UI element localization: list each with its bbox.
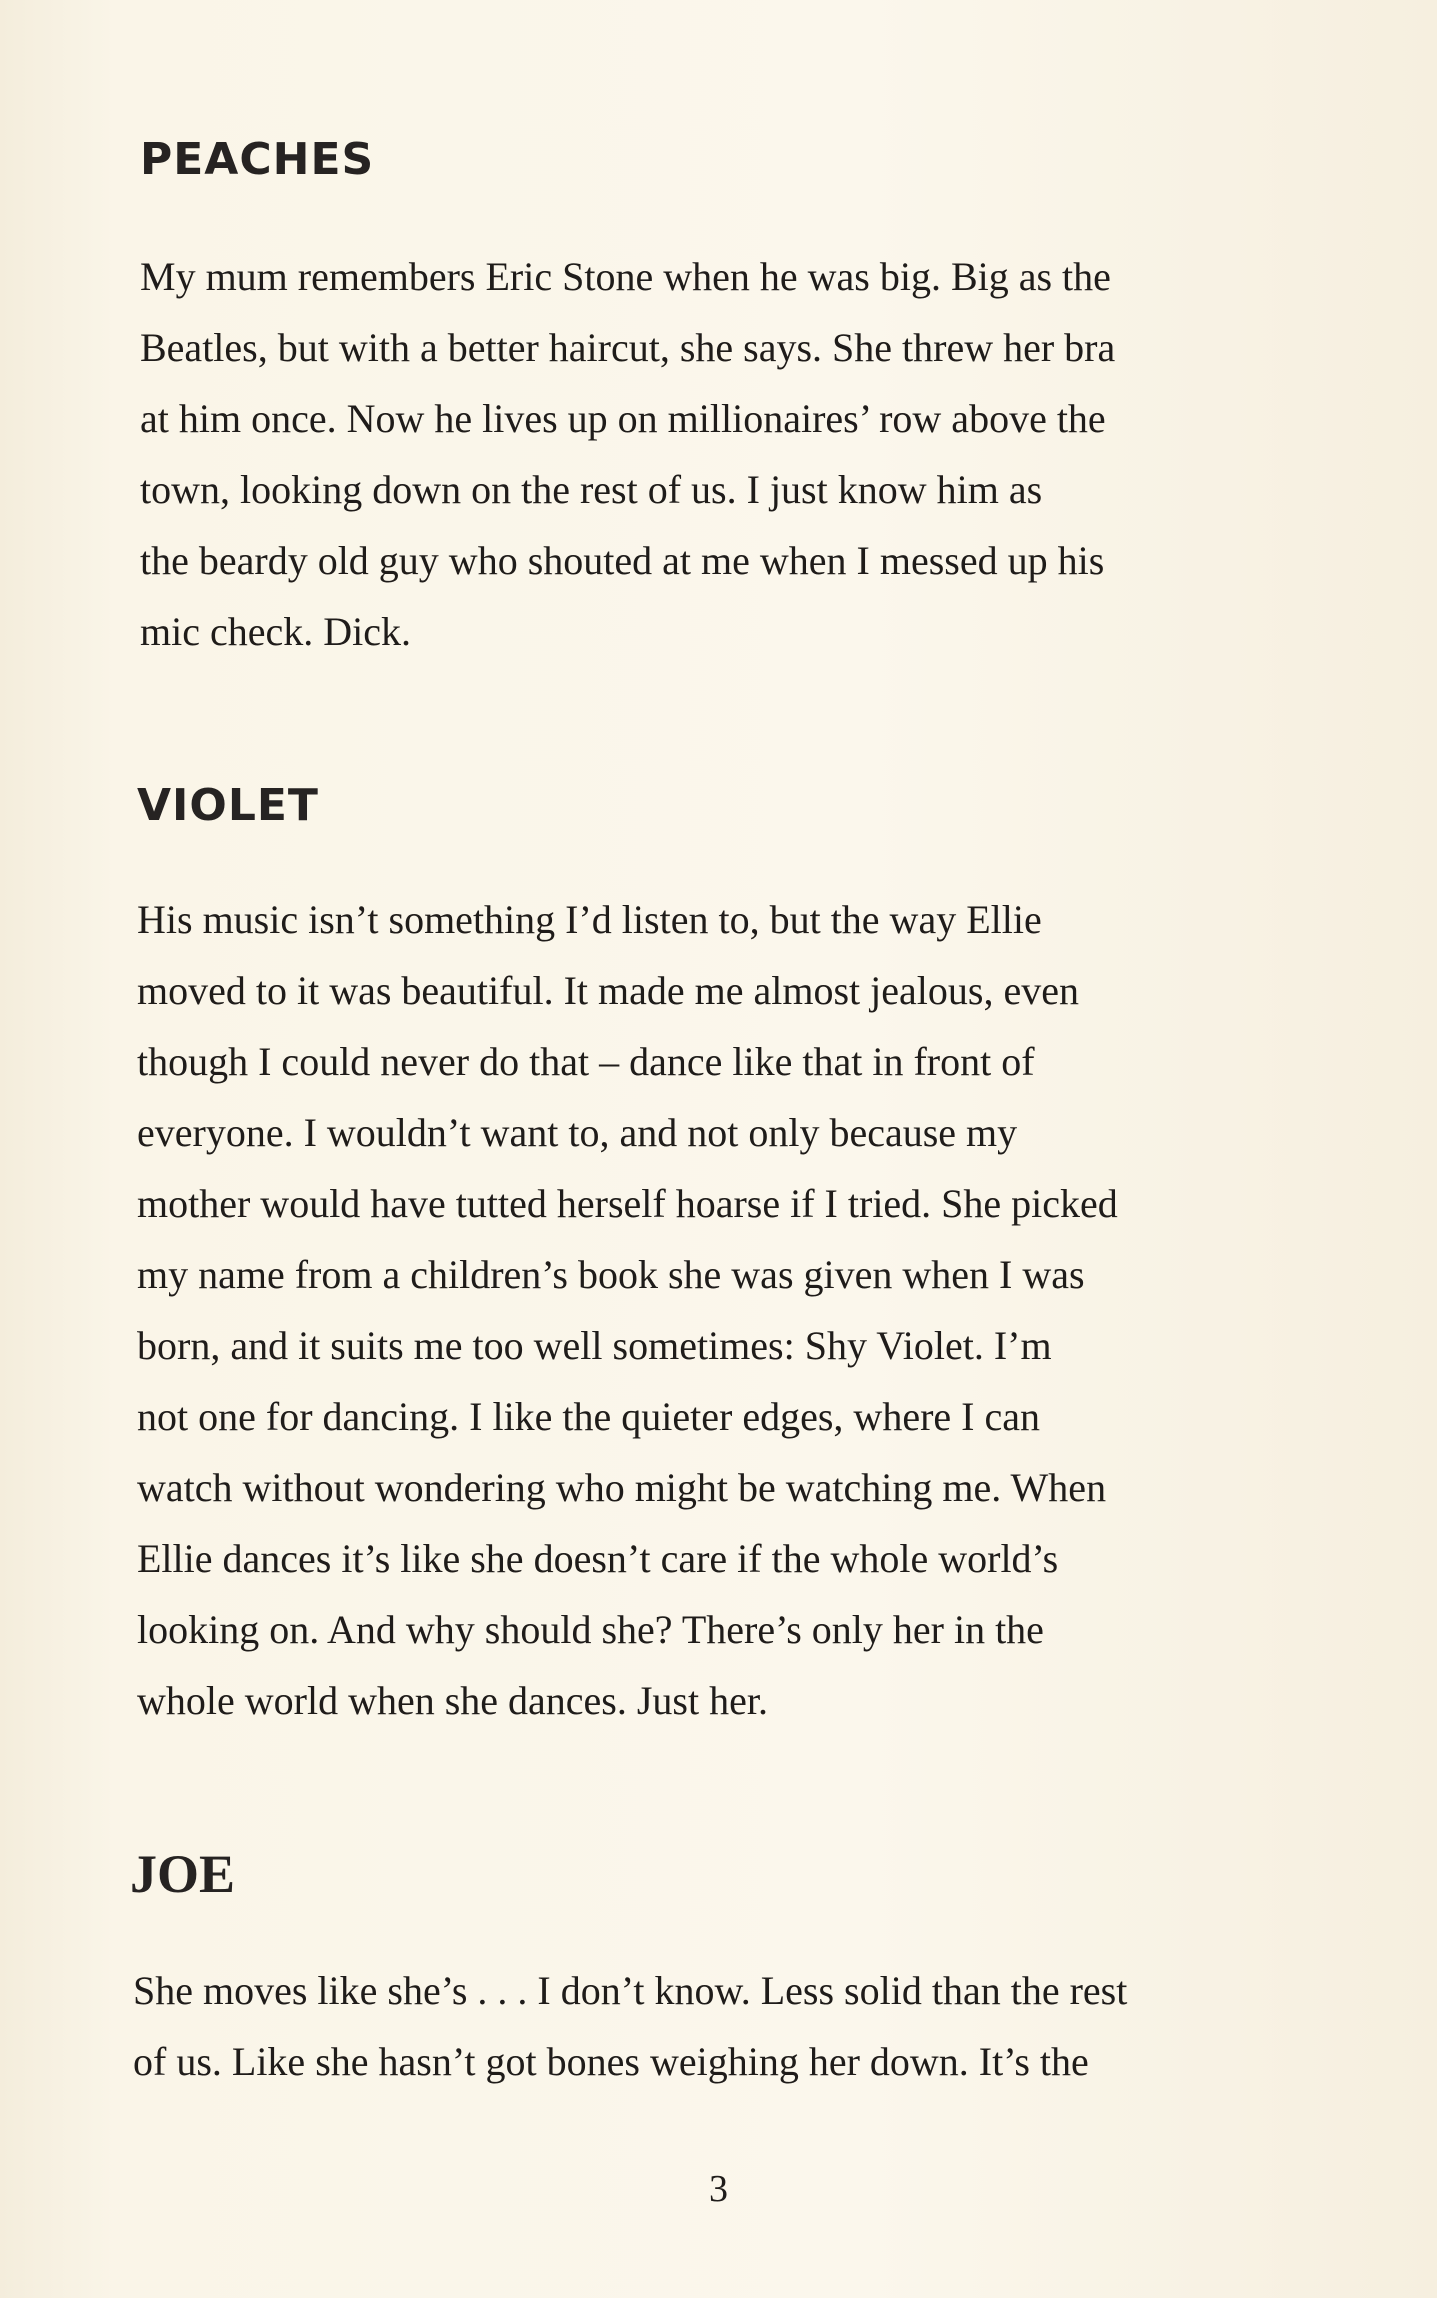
- section-text-violet: [137, 884, 1118, 1736]
- text-line: at him once. Now he lives up on millionaires’ row above the: [140, 396, 1106, 441]
- section-text-joe: [133, 1955, 1127, 2097]
- text-line: Ellie dances it’s like she doesn’t care if the whole world’s: [137, 1536, 1059, 1581]
- text-line: mic check. Dick.: [140, 609, 411, 654]
- text-line: His music isn’t something I’d listen to, but the way Ellie: [137, 897, 1042, 942]
- text-line: whole world when she dances. Just her.: [137, 1678, 768, 1723]
- text-line: town, looking down on the rest of us. I just know him as: [140, 467, 1043, 512]
- section-text-peaches: [140, 241, 1115, 667]
- text-line: watch without wondering who might be watching me. When: [137, 1465, 1107, 1510]
- page-number: 3: [709, 2168, 728, 2210]
- text-line: not one for dancing. I like the quieter edges, where I can: [137, 1394, 1040, 1439]
- section-heading-peaches: PEACHES: [140, 134, 375, 185]
- section-heading-joe: JOE: [130, 1844, 236, 1904]
- text-line: everyone. I wouldn’t want to, and not only because my: [137, 1110, 1018, 1155]
- text-line: Beatles, but with a better haircut, she says. She threw her bra: [140, 325, 1116, 370]
- text-line: moved to it was beautiful. It made me almost jealous, even: [137, 968, 1079, 1013]
- text-line: mother would have tutted herself hoarse if I tried. She picked: [137, 1181, 1118, 1226]
- section-heading-violet: VIOLET: [137, 780, 319, 831]
- text-line: the beardy old guy who shouted at me when I messed up his: [140, 538, 1105, 583]
- text-line: My mum remembers Eric Stone when he was big. Big as the: [140, 254, 1111, 299]
- text-line: my name from a children’s book she was given when I was: [137, 1252, 1085, 1297]
- text-line: though I could never do that – dance like that in front of: [137, 1039, 1035, 1084]
- text-line: looking on. And why should she? There’s only her in the: [137, 1607, 1044, 1652]
- text-line: of us. Like she hasn’t got bones weighing her down. It’s the: [133, 2039, 1089, 2084]
- text-line: She moves like she’s . . . I don’t know. Less solid than the rest: [133, 1968, 1128, 2013]
- text-line: born, and it suits me too well sometimes: Shy Violet. I’m: [137, 1323, 1052, 1368]
